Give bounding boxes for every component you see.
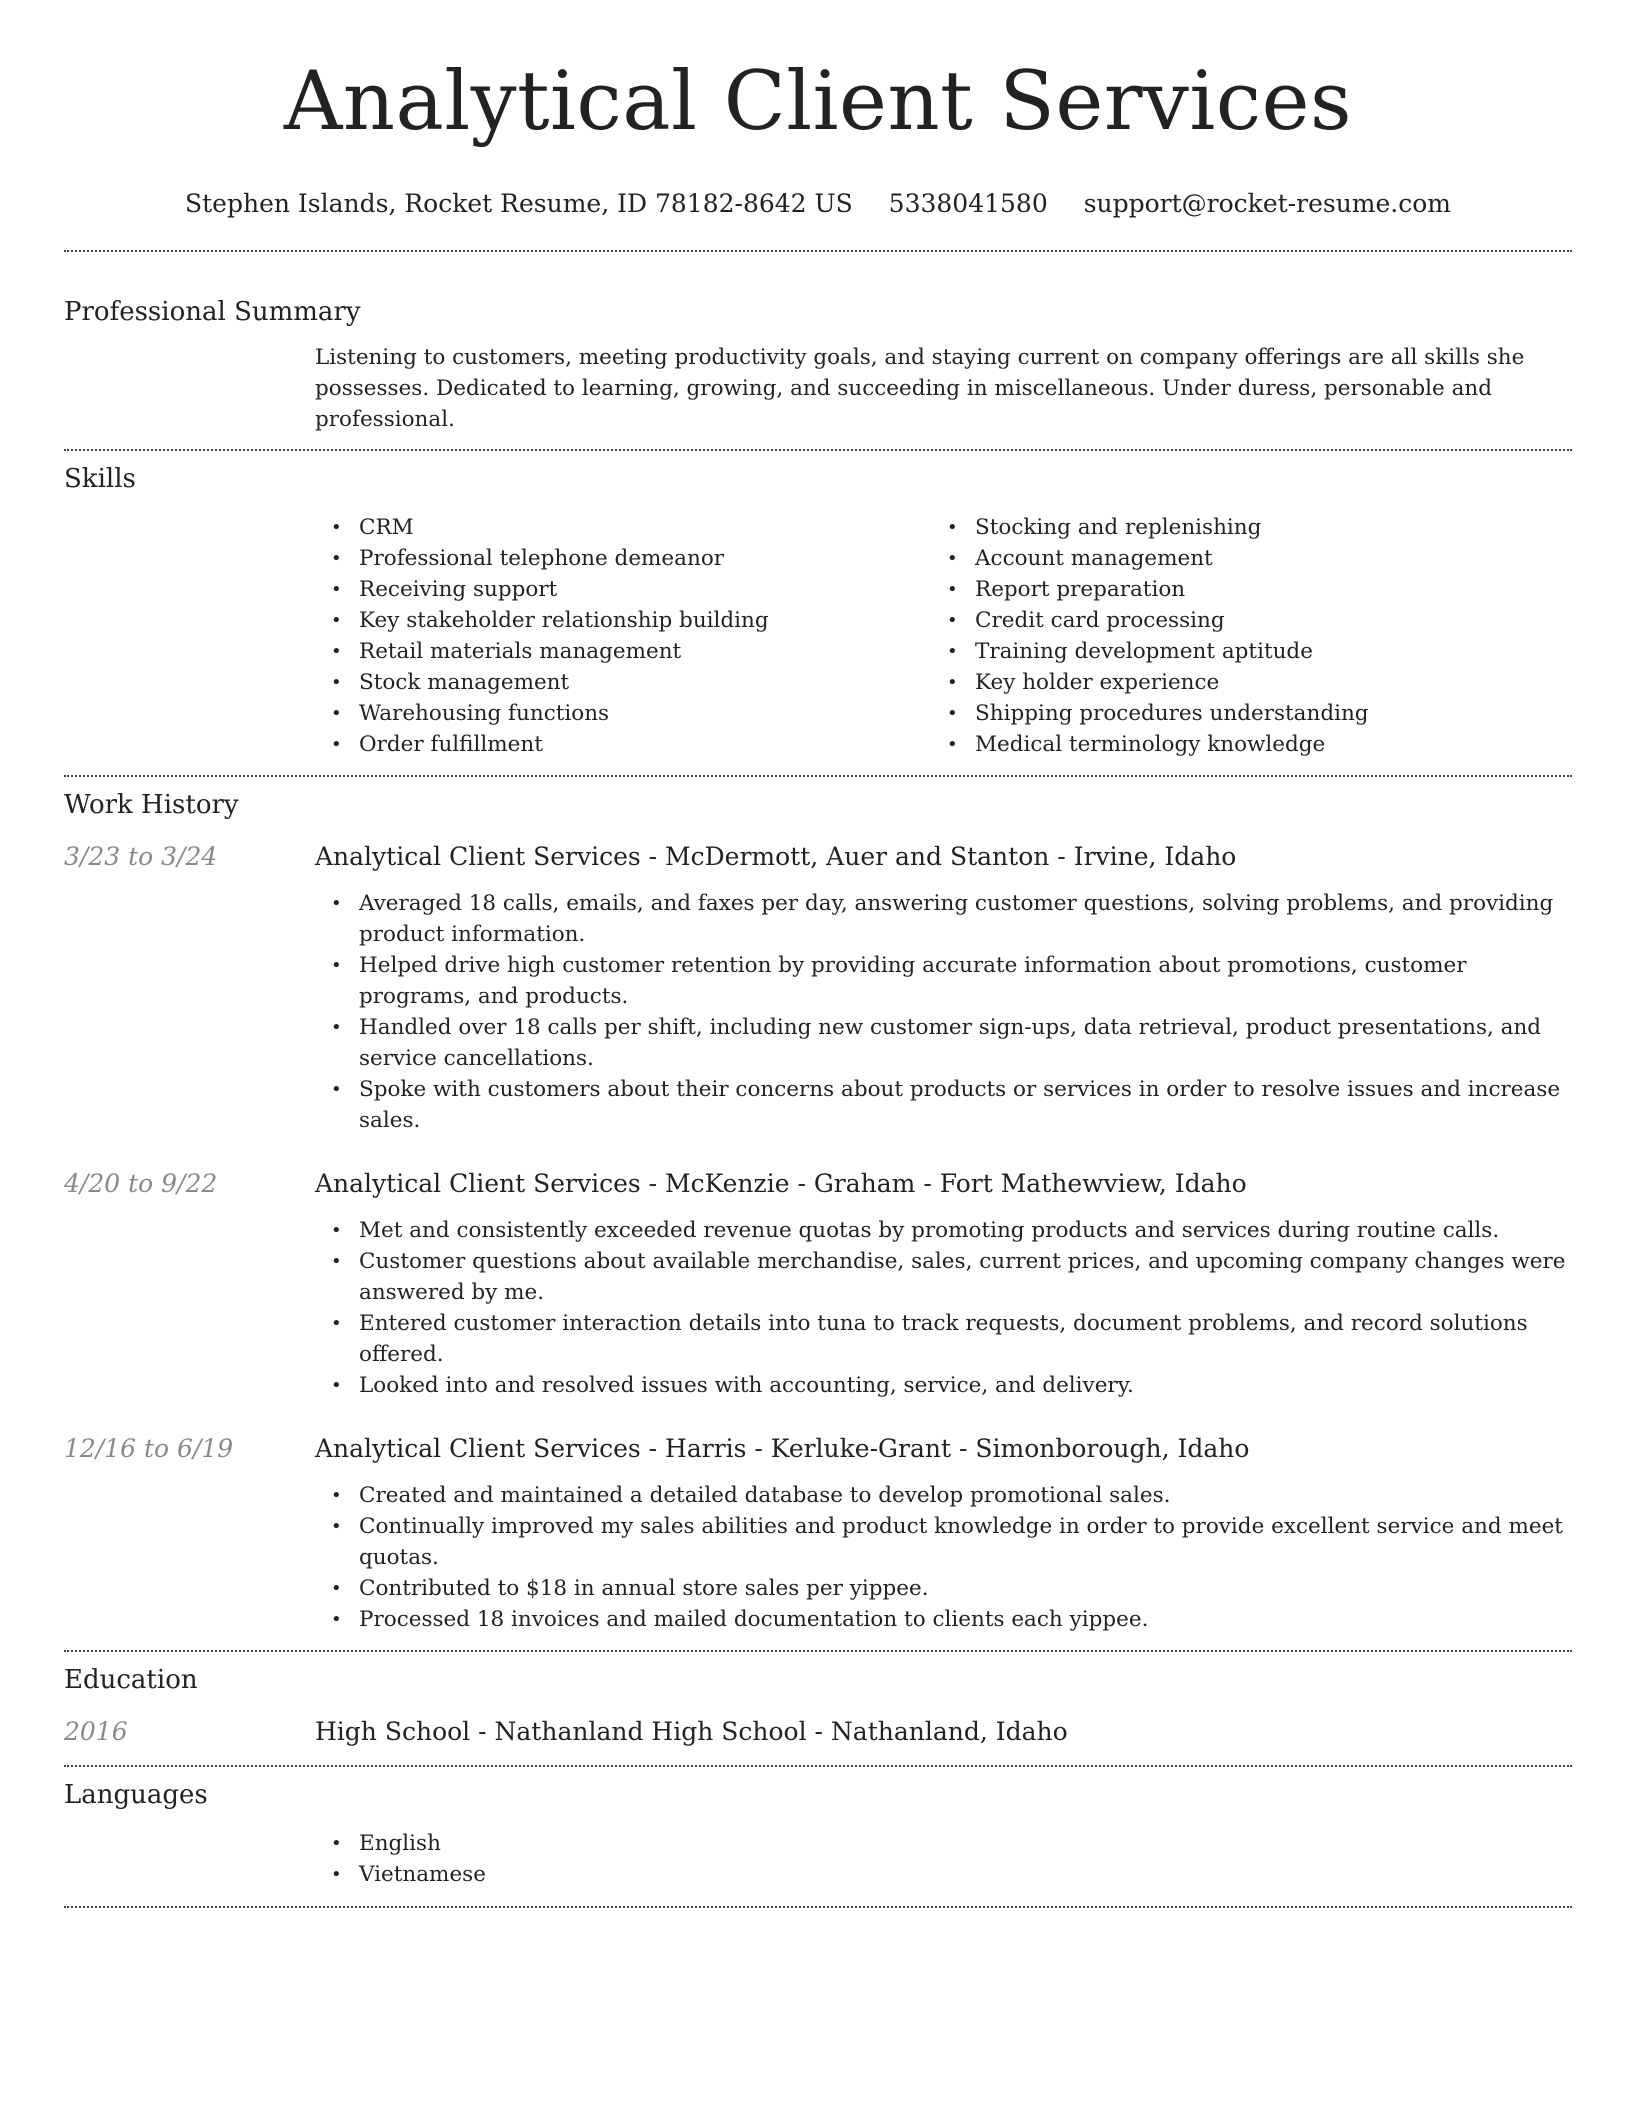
job-header bbox=[64, 1432, 1572, 1466]
list-item: • Customer questions about available merchandise, sales, current prices, and upcoming company changes were answered by me. bbox=[315, 1246, 1572, 1308]
list-item: • Helped drive high customer retention by providing accurate information about promotions, customer programs, and products. bbox=[315, 950, 1572, 1012]
section-title-summary: Professional Summary bbox=[64, 297, 361, 327]
job-bullets bbox=[315, 1480, 1572, 1635]
job-header bbox=[64, 840, 1572, 874]
list-item: • Shipping procedures understanding bbox=[931, 698, 1547, 729]
list-item: • Account management bbox=[931, 543, 1547, 574]
contact-phone: 5338041580 bbox=[888, 189, 1048, 218]
section-divider bbox=[64, 775, 1572, 777]
job-date: 3/23 to 3/24 bbox=[64, 842, 218, 871]
section-divider bbox=[64, 1906, 1572, 1908]
list-item: • Key stakeholder relationship building bbox=[315, 605, 931, 636]
job-title: Analytical Client Services - McKenzie - Graham - Fort Mathewview, Idaho bbox=[315, 1169, 1247, 1198]
list-item: • Credit card processing bbox=[931, 605, 1547, 636]
work-history-section bbox=[64, 788, 1572, 1635]
list-item: • Vietnamese bbox=[315, 1859, 1572, 1890]
job-title: Analytical Client Services - McDermott, Auer and Stanton - Irvine, Idaho bbox=[315, 842, 1237, 871]
skills-list-left bbox=[315, 512, 931, 760]
list-item: • Stocking and replenishing bbox=[931, 512, 1547, 543]
list-item: • Professional telephone demeanor bbox=[315, 543, 931, 574]
list-item: • Created and maintained a detailed database to develop promotional sales. bbox=[315, 1480, 1572, 1511]
job-bullets bbox=[315, 1215, 1572, 1401]
list-item: • Met and consistently exceeded revenue quotas by promoting products and services during routine calls. bbox=[315, 1215, 1572, 1246]
languages-section bbox=[64, 1778, 1572, 1890]
list-item: • CRM bbox=[315, 512, 931, 543]
section-divider bbox=[64, 1765, 1572, 1767]
list-item: • Training development aptitude bbox=[931, 636, 1547, 667]
job-entry bbox=[64, 1167, 1572, 1401]
candidate-name: Analytical Client Services bbox=[283, 55, 1353, 149]
list-item: • Medical terminology knowledge bbox=[931, 729, 1547, 760]
education-title: High School - Nathanland High School - Nathanland, Idaho bbox=[315, 1717, 1068, 1746]
section-title-work-history: Work History bbox=[64, 790, 239, 820]
list-item: • Looked into and resolved issues with accounting, service, and delivery. bbox=[315, 1370, 1572, 1401]
list-item: • Retail materials management bbox=[315, 636, 931, 667]
section-title-education: Education bbox=[64, 1665, 198, 1695]
list-item: • Averaged 18 calls, emails, and faxes per day, answering customer questions, solving problems, and providing product information. bbox=[315, 888, 1572, 950]
section-divider bbox=[64, 1650, 1572, 1652]
resume-page bbox=[64, 0, 1572, 1908]
languages-list bbox=[315, 1828, 1572, 1890]
list-item: • Warehousing functions bbox=[315, 698, 931, 729]
section-divider bbox=[64, 250, 1572, 252]
contact-line bbox=[64, 188, 1572, 220]
job-header bbox=[64, 1167, 1572, 1201]
contact-email: support@rocket-resume.com bbox=[1083, 189, 1451, 218]
skills-grid bbox=[315, 512, 1572, 760]
education-entry bbox=[64, 1715, 1572, 1749]
summary-section bbox=[64, 295, 1572, 435]
summary-text: Listening to customers, meeting productivity goals, and staying current on company offerings are all skills she possesses. Dedicated to learning, growing, and succeeding in miscellaneous. Under duress, personable and professional. bbox=[315, 345, 1525, 432]
section-title-skills: Skills bbox=[64, 464, 136, 494]
job-entry bbox=[64, 1432, 1572, 1635]
education-date: 2016 bbox=[64, 1717, 128, 1746]
list-item: • Continually improved my sales abilities and product knowledge in order to provide excellent service and meet quotas. bbox=[315, 1511, 1572, 1573]
resume-header bbox=[64, 0, 1572, 220]
job-title: Analytical Client Services - Harris - Kerluke-Grant - Simonborough, Idaho bbox=[315, 1434, 1250, 1463]
education-section bbox=[64, 1663, 1572, 1749]
list-item: • Receiving support bbox=[315, 574, 931, 605]
job-date: 4/20 to 9/22 bbox=[64, 1169, 218, 1198]
skills-section bbox=[64, 462, 1572, 760]
list-item: • Processed 18 invoices and mailed documentation to clients each yippee. bbox=[315, 1604, 1572, 1635]
contact-address: Stephen Islands, Rocket Resume, ID 78182-8642 US bbox=[185, 189, 853, 218]
list-item: • Handled over 18 calls per shift, including new customer sign-ups, data retrieval, product presentations, and service cancellations. bbox=[315, 1012, 1572, 1074]
list-item: • Report preparation bbox=[931, 574, 1547, 605]
list-item: • English bbox=[315, 1828, 1572, 1859]
list-item: • Key holder experience bbox=[931, 667, 1547, 698]
section-title-languages: Languages bbox=[64, 1780, 208, 1810]
job-date: 12/16 to 6/19 bbox=[64, 1434, 234, 1463]
skills-list-right bbox=[931, 512, 1547, 760]
job-entry bbox=[64, 840, 1572, 1136]
list-item: • Order fulfillment bbox=[315, 729, 931, 760]
job-bullets bbox=[315, 888, 1572, 1136]
section-divider bbox=[64, 449, 1572, 451]
list-item: • Spoke with customers about their concerns about products or services in order to resolve issues and increase sales. bbox=[315, 1074, 1572, 1136]
list-item: • Stock management bbox=[315, 667, 931, 698]
list-item: • Entered customer interaction details into tuna to track requests, document problems, and record solutions offered. bbox=[315, 1308, 1572, 1370]
list-item: • Contributed to $18 in annual store sales per yippee. bbox=[315, 1573, 1572, 1604]
